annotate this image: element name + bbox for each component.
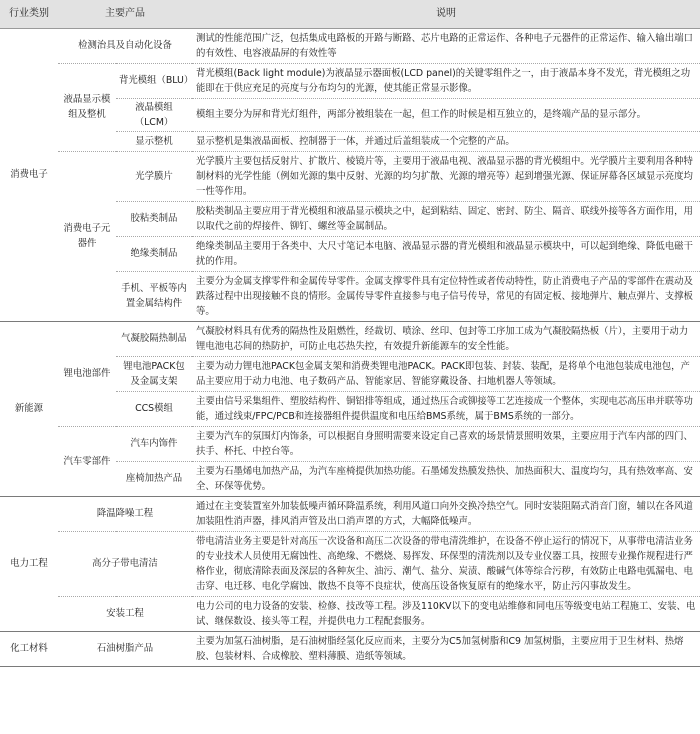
subgroup-parts: 消费电子元器件 [58, 151, 116, 321]
desc-cell: 主要为汽车的氛围灯内饰条，可以根据自身照明需要来设定自己喜欢的场景情景照明效果，主要应用于汽车内部的四门、扶手、杯托、中控台等。 [192, 426, 700, 461]
table-row [0, 631, 700, 666]
header-product: 主要产品 [58, 0, 192, 28]
subgroup-auto: 汽车零部件 [58, 426, 116, 496]
desc-cell: 主要为石墨烯电加热产品，为汽车座椅提供加热功能。石墨烯发热膜发热快、加热面积大、温度均匀，具有热效率高、安全、环保等优势。 [192, 461, 700, 496]
desc-cell: 气凝胶材料具有优秀的隔热性及阻燃性，经裁切、喷涂、丝印、包封等工序加工成为气凝胶隔热板（片），主要用于动力锂电池电芯间的热防护，可防止电芯热失控，有效提升新能源车的安全性能。 [192, 321, 700, 356]
table-row [0, 426, 700, 461]
desc-cell: 主要为动力锂电池PACK包金属支架和消费类锂电池PACK。PACK即包装、封装、装配，是将单个电池包装成电池包，产品主要应用于动力电池、电子数码产品、智能家居、智能穿戴设备、扫地机器人等领域。 [192, 356, 700, 391]
subgroup-lcd: 液晶显示模组及整机 [58, 63, 116, 151]
product-cell: 锂电池PACK包及金属支架 [116, 356, 192, 391]
desc-cell: 绝缘类制品主要用于各类中、大尺寸笔记本电脑、液晶显示器的背光模组和液晶显示模块中，可以起到绝缘、降低电磁干扰的作用。 [192, 236, 700, 271]
product-cell: 绝缘类制品 [116, 236, 192, 271]
industry-power: 电力工程 [0, 496, 58, 631]
product-cell: 检测治具及自动化设备 [58, 28, 192, 63]
desc-cell: 背光模组(Back light module)为液晶显示器面板(LCD panel)的关键零组件之一，由于液晶本身不发光，背光模组之功能即在于供应充足的亮度与分布均匀的光源，使其能正常显示影像。 [192, 63, 700, 98]
product-cell: 座椅加热产品 [116, 461, 192, 496]
product-cell: 背光模组（BLU） [116, 63, 192, 98]
product-cell: 胶粘类制品 [116, 201, 192, 236]
header-desc: 说明 [192, 0, 700, 28]
table-row [0, 596, 700, 631]
desc-cell: 胶粘类制品主要应用于背光模组和液晶显示模块之中，起到粘结、固定、密封、防尘、隔音、联线外接等各方面作用，用以取代之前的焊接件、铆钉、螺丝等金属制品。 [192, 201, 700, 236]
header-industry: 行业类别 [0, 0, 58, 28]
desc-cell: 显示整机是集液晶面板、控制器于一体，并通过后盖组装成一个完整的产品。 [192, 131, 700, 151]
product-cell: 汽车内饰件 [116, 426, 192, 461]
desc-cell: 模组主要分为屏和背光灯组件，两部分被组装在一起，但工作的时候是相互独立的，是终端产品的显示部分。 [192, 98, 700, 131]
product-cell: 显示整机 [116, 131, 192, 151]
desc-cell: 带电清洁业务主要是针对高压一次设备和高压二次设备的带电清洗维护，在设备不停止运行的情况下，从事带电清洁业务的专业技术人员使用无腐蚀性、高绝缘、不燃烧、易挥发、环保型的清洗剂以及专业仪器工具，按照专业操作规程进行严格作业，彻底清除表面及深层的各种灰尘、油污、潮气、盐分、炭渍、酸碱气体等综合污秽，有效防止电路电弧漏电、电击穿、电迁移、电化学腐蚀、散热不良等不良症状，使高压设备恢复原有的绝缘水平，防止污闪事故发生。 [192, 531, 700, 596]
desc-cell: 电力公司的电力设备的安装、检修、技改等工程。涉及110KV以下的变电站维修和同电压等级变电站工程施工、安装、电试、继保数设、接头等工程，并提供电力工程配套服务。 [192, 596, 700, 631]
product-cell: 降温降噪工程 [58, 496, 192, 531]
desc-cell: 通过在主变装置室外加装低噪声循环降温系统，利用风道口向外交换冷热空气。同时安装阻隔式消音门窗，辅以在各风道加装阻性消声器，排风消声管及出口消声罩的方式，大幅降低噪声。 [192, 496, 700, 531]
product-cell: 石油树脂产品 [58, 631, 192, 666]
product-cell: 高分子带电清洁 [58, 531, 192, 596]
product-cell: 安装工程 [58, 596, 192, 631]
table-row [0, 28, 700, 63]
table-row [0, 321, 700, 356]
table-header-row [0, 0, 700, 28]
industry-consumer: 消费电子 [0, 28, 58, 321]
desc-cell: 主要由信号采集组件、塑胶结构件、铜铝排等组成，通过热压合或铆接等工艺连接成一个整体，实现电芯高压串并联等功能，通过线束/FPC/PCB和连接器组件提供温度和电压给BMS系统，属于BMS系统的一部分。 [192, 391, 700, 426]
product-cell: 液晶模组（LCM） [116, 98, 192, 131]
table-row [0, 151, 700, 201]
desc-cell: 主要分为金属支撑零件和金属传导零件。金属支撑零件具有定位特性或者传动特性，防止消费电子产品的零部件在震动及跌落过程中出现接触不良的情形。金属传导零件直接参与电子信号传导，常见的有固定板、接地弹片、触点弹片、支撑板等。 [192, 271, 700, 321]
product-cell: 手机、平板等内置金属结构件 [116, 271, 192, 321]
product-cell: 气凝胶隔热制品 [116, 321, 192, 356]
desc-cell: 光学膜片主要包括反射片、扩散片、棱镜片等，主要用于液晶电视、液晶显示器的背光模组中。光学膜片主要利用各种特制材料的光学性能（例如光源的集中反射、光源的均匀扩散、光源的增亮等）起到增强光源、保证屏幕各区域显示亮度均一性等作用。 [192, 151, 700, 201]
subgroup-battery: 锂电池部件 [58, 321, 116, 426]
table-row [0, 496, 700, 531]
table-row [0, 63, 700, 98]
desc-cell: 测试的性能范围广泛，包括集成电路板的开路与断路、芯片电路的正常运作、各种电子元器件的正常运作、输入输出端口的有效性、电容液晶屏的有效性等 [192, 28, 700, 63]
product-cell: CCS模组 [116, 391, 192, 426]
table-row [0, 531, 700, 596]
desc-cell: 主要为加氢石油树脂，是石油树脂经氢化反应而来，主要分为C5加氢树脂和C9 加氢树脂，主要应用于卫生材料、热熔胶、包装材料、合成橡胶、塑料薄膜、造纸等领域。 [192, 631, 700, 666]
industry-chem: 化工材料 [0, 631, 58, 666]
product-cell: 光学膜片 [116, 151, 192, 201]
industry-energy: 新能源 [0, 321, 58, 496]
